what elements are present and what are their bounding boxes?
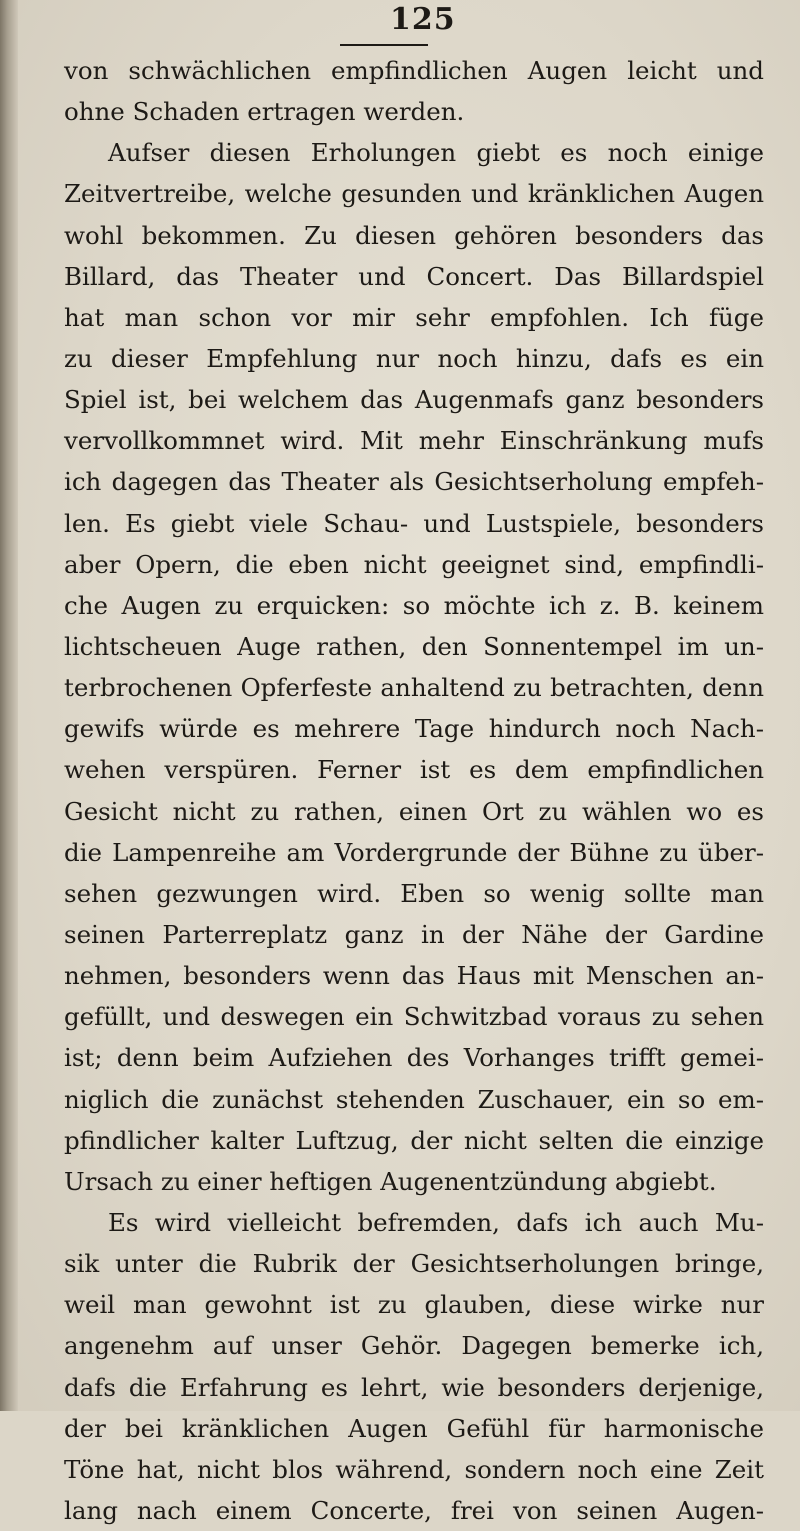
text-line: sik unter die Rubrik der Gesichtserholungen bringe, (64, 1249, 764, 1279)
text-line: Gesicht nicht zu rathen, einen Ort zu wählen wo es (64, 796, 764, 826)
text-line: zu dieser Empfehlung nur noch hinzu, dafs es ein (64, 343, 764, 373)
text-line: hat man schon vor mir sehr empfohlen. Ich füge (64, 302, 764, 332)
text-line: Zeitvertreibe, welche gesunden und kränklichen Augen (64, 179, 764, 209)
text-line: von schwächlichen empfindlichen Augen leicht und (64, 56, 764, 85)
text-line: aber Opern, die eben nicht geeignet sind, empfindli- (64, 549, 764, 579)
text-line: ohne Schaden ertragen werden. (64, 97, 465, 127)
text-line: Es wird vielleicht befremden, dafs ich auch Mu- (108, 1207, 764, 1237)
text-line: Aufser diesen Erholungen giebt es noch einige (108, 138, 764, 168)
text-line: seinen Parterreplatz ganz in der Nähe der Gardine (64, 919, 764, 949)
text-line: len. Es giebt viele Schau- und Lustspiele, besonders (64, 508, 764, 538)
text-line: nehmen, besonders wenn das Haus mit Menschen an- (64, 961, 764, 991)
header-rule (340, 44, 428, 46)
text-line: Ursach zu einer heftigen Augenentzündung abgiebt. (64, 1166, 717, 1196)
page-number: 125 (390, 2, 456, 37)
body-text (64, 50, 764, 1531)
text-line: gewifs würde es mehrere Tage hindurch noch Nach- (64, 714, 764, 744)
text-line: lang nach einem Concerte, frei von seinen Augen- (64, 1495, 764, 1525)
text-line: angenehm auf unser Gehör. Dagegen bemerke ich, (64, 1331, 764, 1361)
text-line: gefüllt, und deswegen ein Schwitzbad voraus zu sehen (64, 1002, 764, 1032)
text-line: Töne hat, nicht blos während, sondern noch eine Zeit (64, 1454, 764, 1484)
text-line: Spiel ist, bei welchem das Augenmafs ganz besonders (64, 385, 764, 415)
text-line: terbrochenen Opferfeste anhaltend zu betrachten, denn (64, 673, 764, 703)
text-line: niglich die zunächst stehenden Zuschauer, ein so em- (64, 1084, 764, 1114)
text-line: sehen gezwungen wird. Eben so wenig sollte man (64, 878, 764, 908)
text-line: die Lampenreihe am Vordergrunde der Bühne zu über- (64, 837, 764, 867)
text-line: pfindlicher kalter Luftzug, der nicht selten die einzige (64, 1125, 764, 1155)
text-line: ich dagegen das Theater als Gesichtserholung empfeh- (64, 467, 764, 497)
text-line: Billard, das Theater und Concert. Das Billardspiel (64, 261, 764, 291)
text-line: ist; denn beim Aufziehen des Vorhanges trifft gemei- (64, 1043, 764, 1073)
text-line: lichtscheuen Auge rathen, den Sonnentempel im un- (64, 631, 764, 661)
text-line: che Augen zu erquicken: so möchte ich z. B. keinem (64, 590, 764, 620)
text-line: weil man gewohnt ist zu glauben, diese wirke nur (64, 1290, 764, 1320)
text-line: wehen verspüren. Ferner ist es dem empfindlichen (64, 755, 764, 785)
text-line: der bei kränklichen Augen Gefühl für harmonische (64, 1413, 764, 1443)
text-line: wohl bekommen. Zu diesen gehören besonders das (64, 220, 764, 250)
text-line: vervollkommnet wird. Mit mehr Einschränkung mufs (64, 426, 764, 456)
page-spine-shadow (0, 0, 18, 1411)
text-line: dafs die Erfahrung es lehrt, wie besonders derjenige, (64, 1372, 764, 1402)
